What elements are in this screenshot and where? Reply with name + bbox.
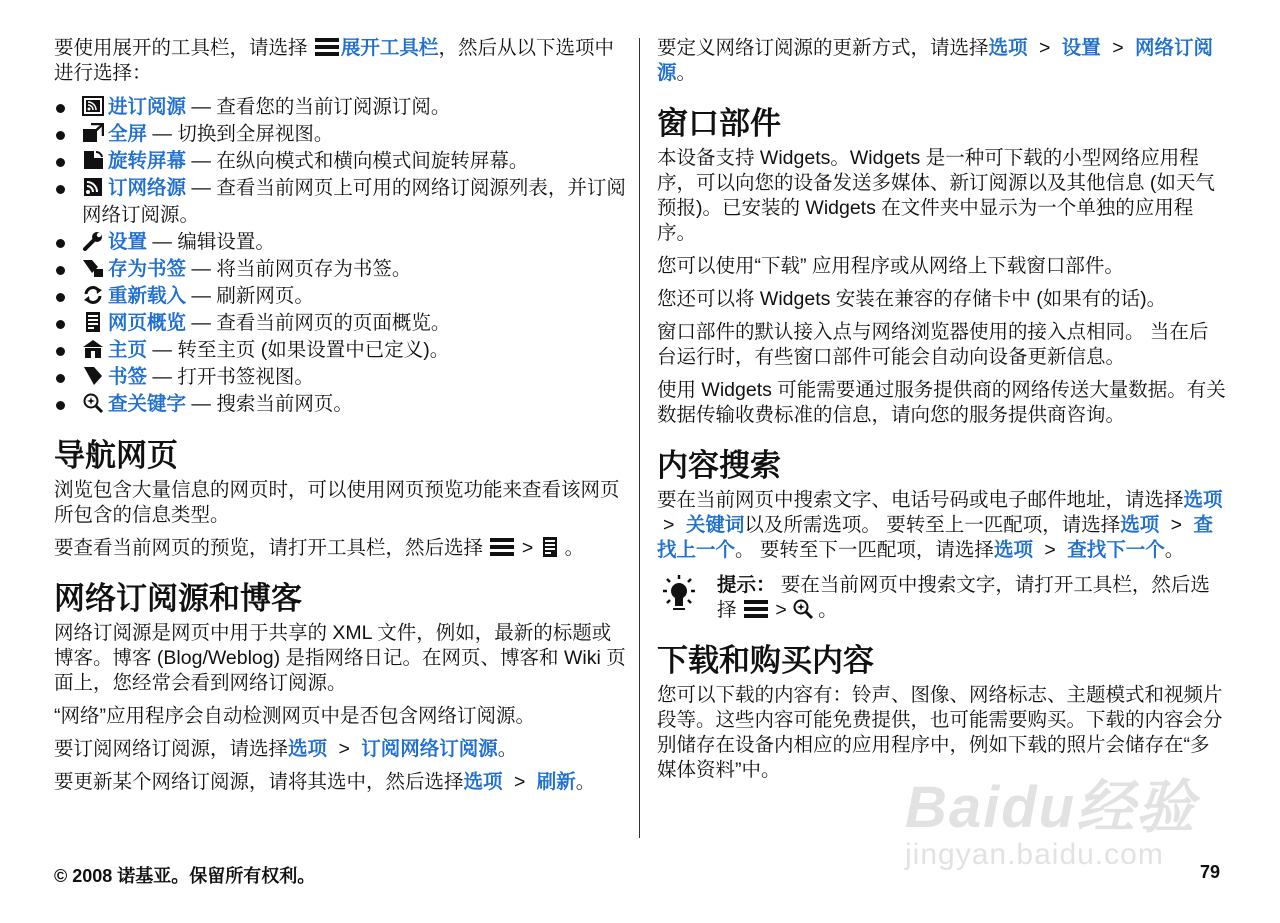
find-next-link[interactable]: 查找下一个: [1067, 539, 1165, 561]
list-item: [54, 148, 630, 175]
bullet: [56, 266, 65, 275]
options-link[interactable]: 选项: [1183, 489, 1223, 511]
option-desc: — 将当前网页存为书签。: [186, 258, 412, 280]
find-keyword-icon: [792, 599, 814, 619]
text: 。 要转至下一匹配项，请选择: [735, 539, 994, 561]
option-desc: — 转至主页 (如果设置中已定义)。: [147, 339, 450, 361]
reload-icon: [82, 285, 104, 305]
option-label[interactable]: 主页: [108, 339, 148, 361]
find-previous-link[interactable]: 查找上一个: [657, 514, 1214, 561]
list-item: [54, 175, 630, 229]
separator: >: [1033, 37, 1056, 59]
paragraph: 网络订阅源是网页中用于共享的 XML 文件，例如，最新的标题或博客。博客 (Blog/Weblog) 是指网络日记。在网页、博客和 Wiki 页面上，您经常会看到网络订阅源。: [54, 622, 626, 694]
section-heading-navigate: 导航网页: [54, 438, 178, 473]
text: 要更新某个网络订阅源，请将其选中，然后选择: [54, 771, 464, 793]
paragraph: [54, 737, 630, 762]
web-feed-icon: [82, 177, 104, 197]
paragraph: [54, 536, 630, 561]
option-desc: — 刷新网页。: [186, 285, 314, 307]
separator: >: [1038, 539, 1062, 561]
option-desc: — 切换到全屏视图。: [147, 123, 334, 145]
web-feeds-link[interactable]: 网络订阅源: [657, 37, 1214, 84]
paragraph: 使用 Widgets 可能需要通过服务提供商的网络传送大量数据。有关数据传输收费标准的信息，请向您的服务提供商咨询。: [657, 379, 1226, 426]
toolbar-options-list: [54, 94, 630, 418]
text: 。: [575, 771, 596, 793]
text: >: [516, 537, 539, 559]
option-desc: — 打开书签视图。: [147, 366, 314, 388]
bullet: [56, 347, 65, 356]
paragraph: “网络”应用程序会自动检测网页中是否包含网络订阅源。: [54, 705, 535, 727]
watermark-url: jingyan.baidu.com: [905, 838, 1164, 871]
text: 要查看当前网页的预览，请打开工具栏，然后选择: [54, 537, 489, 559]
save-bookmark-icon: [82, 258, 104, 278]
page-overview-icon: [82, 312, 104, 332]
left-column: [54, 36, 630, 803]
menu-icon: [313, 36, 341, 58]
tip-text: [717, 573, 1227, 623]
column-divider: [639, 38, 640, 838]
tip-box: [657, 573, 1227, 623]
option-desc: — 查看当前网页的页面概览。: [186, 312, 451, 334]
text: 。: [564, 537, 585, 559]
paragraph: [657, 36, 1227, 86]
option-label[interactable]: 全屏: [108, 123, 148, 145]
list-item: [54, 337, 630, 364]
text: 要订阅网络订阅源，请选择: [54, 738, 289, 760]
tip-label: 提示：: [717, 574, 776, 596]
option-desc: — 在纵向模式和横向模式间旋转屏幕。: [186, 150, 529, 172]
list-item: [54, 229, 630, 256]
intro-text: 要使用展开的工具栏，请选择: [54, 37, 313, 59]
menu-icon: [742, 598, 770, 620]
bullet: [56, 293, 65, 302]
rotate-screen-icon: [82, 150, 104, 170]
bullet: [56, 104, 65, 113]
section-heading-download: 下载和购买内容: [657, 643, 874, 678]
paragraph: 浏览包含大量信息的网页时，可以使用网页预览功能来查看该网页所包含的信息类型。: [54, 479, 620, 526]
option-label[interactable]: 设置: [108, 231, 148, 253]
text: 要定义网络订阅源的更新方式，请选择: [657, 37, 989, 59]
bullet: [56, 320, 65, 329]
option-label[interactable]: 网页概览: [108, 312, 187, 334]
options-link[interactable]: 选项: [988, 37, 1028, 59]
text: 要在当前网页中搜索文字，请打开工具栏，然后选择: [717, 574, 1210, 621]
subscribe-feed-link[interactable]: 订阅网络订阅源: [361, 738, 498, 760]
refresh-link[interactable]: 刷新: [536, 771, 576, 793]
bullet: [56, 239, 65, 248]
home-icon: [82, 339, 104, 359]
text: 。: [1164, 539, 1185, 561]
list-item: [54, 310, 630, 337]
toolbar-intro: [54, 36, 630, 86]
separator: >: [508, 771, 531, 793]
option-label[interactable]: 书签: [108, 366, 148, 388]
separator: >: [663, 514, 680, 536]
expand-toolbar-link[interactable]: 展开工具栏: [340, 37, 439, 59]
page-number: 79: [1200, 862, 1221, 882]
bullet: [56, 374, 65, 383]
baidu-watermark: [905, 760, 1215, 880]
paragraph: 窗口部件的默认接入点与网络浏览器使用的接入点相同。 当在后台运行时，有些窗口部件可能会自动向设备更新信息。: [657, 321, 1209, 368]
full-screen-icon: [82, 123, 104, 143]
wrench-icon: [82, 231, 104, 251]
paragraph: 您可以下载的内容有：铃声、图像、网络标志、主题模式和视频片段等。这些内容可能免费提供，也可能需要购买。下载的内容会分别储存在设备内相应的应用程序中，例如下载的照片会储存在“多媒体资料”中。: [657, 684, 1223, 781]
bookmark-icon: [82, 366, 104, 386]
paragraph: 您可以使用“下载” 应用程序或从网络上下载窗口部件。: [657, 255, 1124, 277]
option-label[interactable]: 查关键字: [108, 393, 187, 415]
intro-text-post: ，然后从以下选项中进行选择：: [54, 37, 614, 84]
bullet: [56, 185, 65, 194]
list-item: [54, 283, 630, 310]
option-desc: — 编辑设置。: [147, 231, 275, 253]
settings-link[interactable]: 设置: [1061, 37, 1101, 59]
option-label[interactable]: 订网络源: [108, 177, 187, 199]
paragraph: [54, 770, 630, 795]
text: >: [769, 599, 793, 621]
option-desc: — 查看您的当前订阅源订阅。: [186, 96, 451, 118]
list-item: [54, 121, 630, 148]
text: 。: [497, 738, 518, 760]
bullet: [56, 158, 65, 167]
find-keyword-icon: [82, 393, 104, 413]
page-overview-icon: [539, 537, 561, 557]
separator: >: [1106, 37, 1130, 59]
right-column: [657, 36, 1227, 791]
copyright: © 2008 诺基亚。保留所有权利。: [54, 866, 316, 886]
list-item: [54, 94, 630, 121]
watermark-main: Baidu经验: [905, 775, 1197, 840]
bullet: [56, 401, 65, 410]
list-item: [54, 364, 630, 391]
bullet: [56, 131, 65, 140]
separator: >: [333, 738, 356, 760]
list-item: [54, 391, 630, 418]
option-label[interactable]: 进订阅源: [108, 96, 187, 118]
paragraph: 您还可以将 Widgets 安装在兼容的存储卡中 (如果有的话)。: [657, 288, 1167, 310]
text: 。: [818, 599, 838, 621]
text: 。: [676, 62, 697, 84]
section-heading-feeds: 网络订阅源和博客: [54, 581, 302, 616]
separator: >: [1165, 514, 1188, 536]
subscribed-feeds-icon: [82, 96, 104, 116]
text: 要在当前网页中搜索文字、电话号码或电子邮件地址，请选择: [657, 489, 1184, 511]
section-heading-widgets: 窗口部件: [657, 106, 781, 141]
options-link[interactable]: 选项: [463, 771, 503, 793]
options-link[interactable]: 选项: [993, 539, 1033, 561]
keyword-link[interactable]: 关键词: [685, 514, 745, 536]
option-label[interactable]: 存为书签: [108, 258, 187, 280]
lightbulb-icon: [657, 573, 701, 617]
options-link[interactable]: 选项: [288, 738, 328, 760]
option-desc: — 搜索当前网页。: [186, 393, 353, 415]
option-label[interactable]: 旋转屏幕: [108, 150, 187, 172]
option-label[interactable]: 重新载入: [108, 285, 187, 307]
paragraph: [657, 488, 1227, 563]
text: 以及所需选项。 要转至上一匹配项，请选择: [744, 514, 1121, 536]
menu-icon: [488, 536, 516, 558]
option-desc: — 查看当前网页上可用的网络订阅源列表，并订阅网络订阅源。: [82, 177, 626, 226]
paragraph: 本设备支持 Widgets。Widgets 是一种可下载的小型网络应用程序，可以向您的设备发送多媒体、新订阅源以及其他信息 (如天气预报)。已安装的 Widgets 在文件夹中显示为一个单独的应用程序。: [657, 147, 1215, 244]
options-link[interactable]: 选项: [1120, 514, 1160, 536]
list-item: [54, 256, 630, 283]
section-heading-search: 内容搜索: [657, 448, 781, 483]
